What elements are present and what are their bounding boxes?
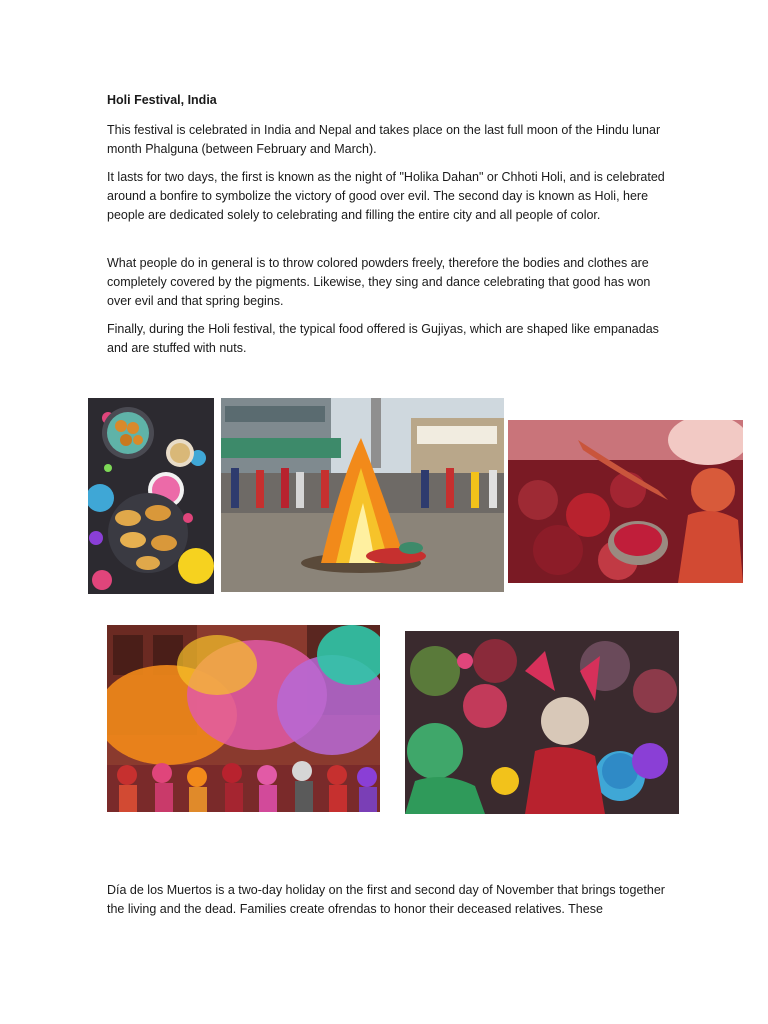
- paragraph-duration: It lasts for two days, the first is known as the night of "Holika Dahan" or Chhoti Holi, and is celebrated around a bonfire to symbolize the victory of good over evil. The second day is known as Holi, here people are dedicated solely to celebrating and filling the entire city and all people of color.: [107, 170, 665, 222]
- paragraph-dia-de-los-muertos: Día de los Muertos is a two-day holiday on the first and second day of November that brings together the living and the dead. Families create ofrendas to honor their deceased relatives. These: [107, 883, 665, 916]
- photo-people-covered-in-color: [405, 631, 679, 814]
- paragraph-food: Finally, during the Holi festival, the typical food offered is Gujiyas, which are shaped like empanadas and are stuffed with nuts.: [107, 322, 659, 355]
- photo-man-throwing-powder: [508, 420, 743, 583]
- paragraph-customs: What people do in general is to throw colored powders freely, therefore the bodies and clothes are completely covered by the pigments. Likewise, they sing and dance celebrating that good has won over evil and that spring begins.: [107, 256, 651, 308]
- photo-holika-bonfire: [221, 398, 504, 592]
- paragraph-intro: This festival is celebrated in India and Nepal and takes place on the last full moon of the Hindu lunar month Phalguna (between February and March).: [107, 123, 661, 156]
- photo-powders-and-food: [88, 398, 214, 594]
- document-title: Holi Festival, India: [107, 93, 217, 107]
- photo-powder-cloud-crowd: [107, 625, 380, 812]
